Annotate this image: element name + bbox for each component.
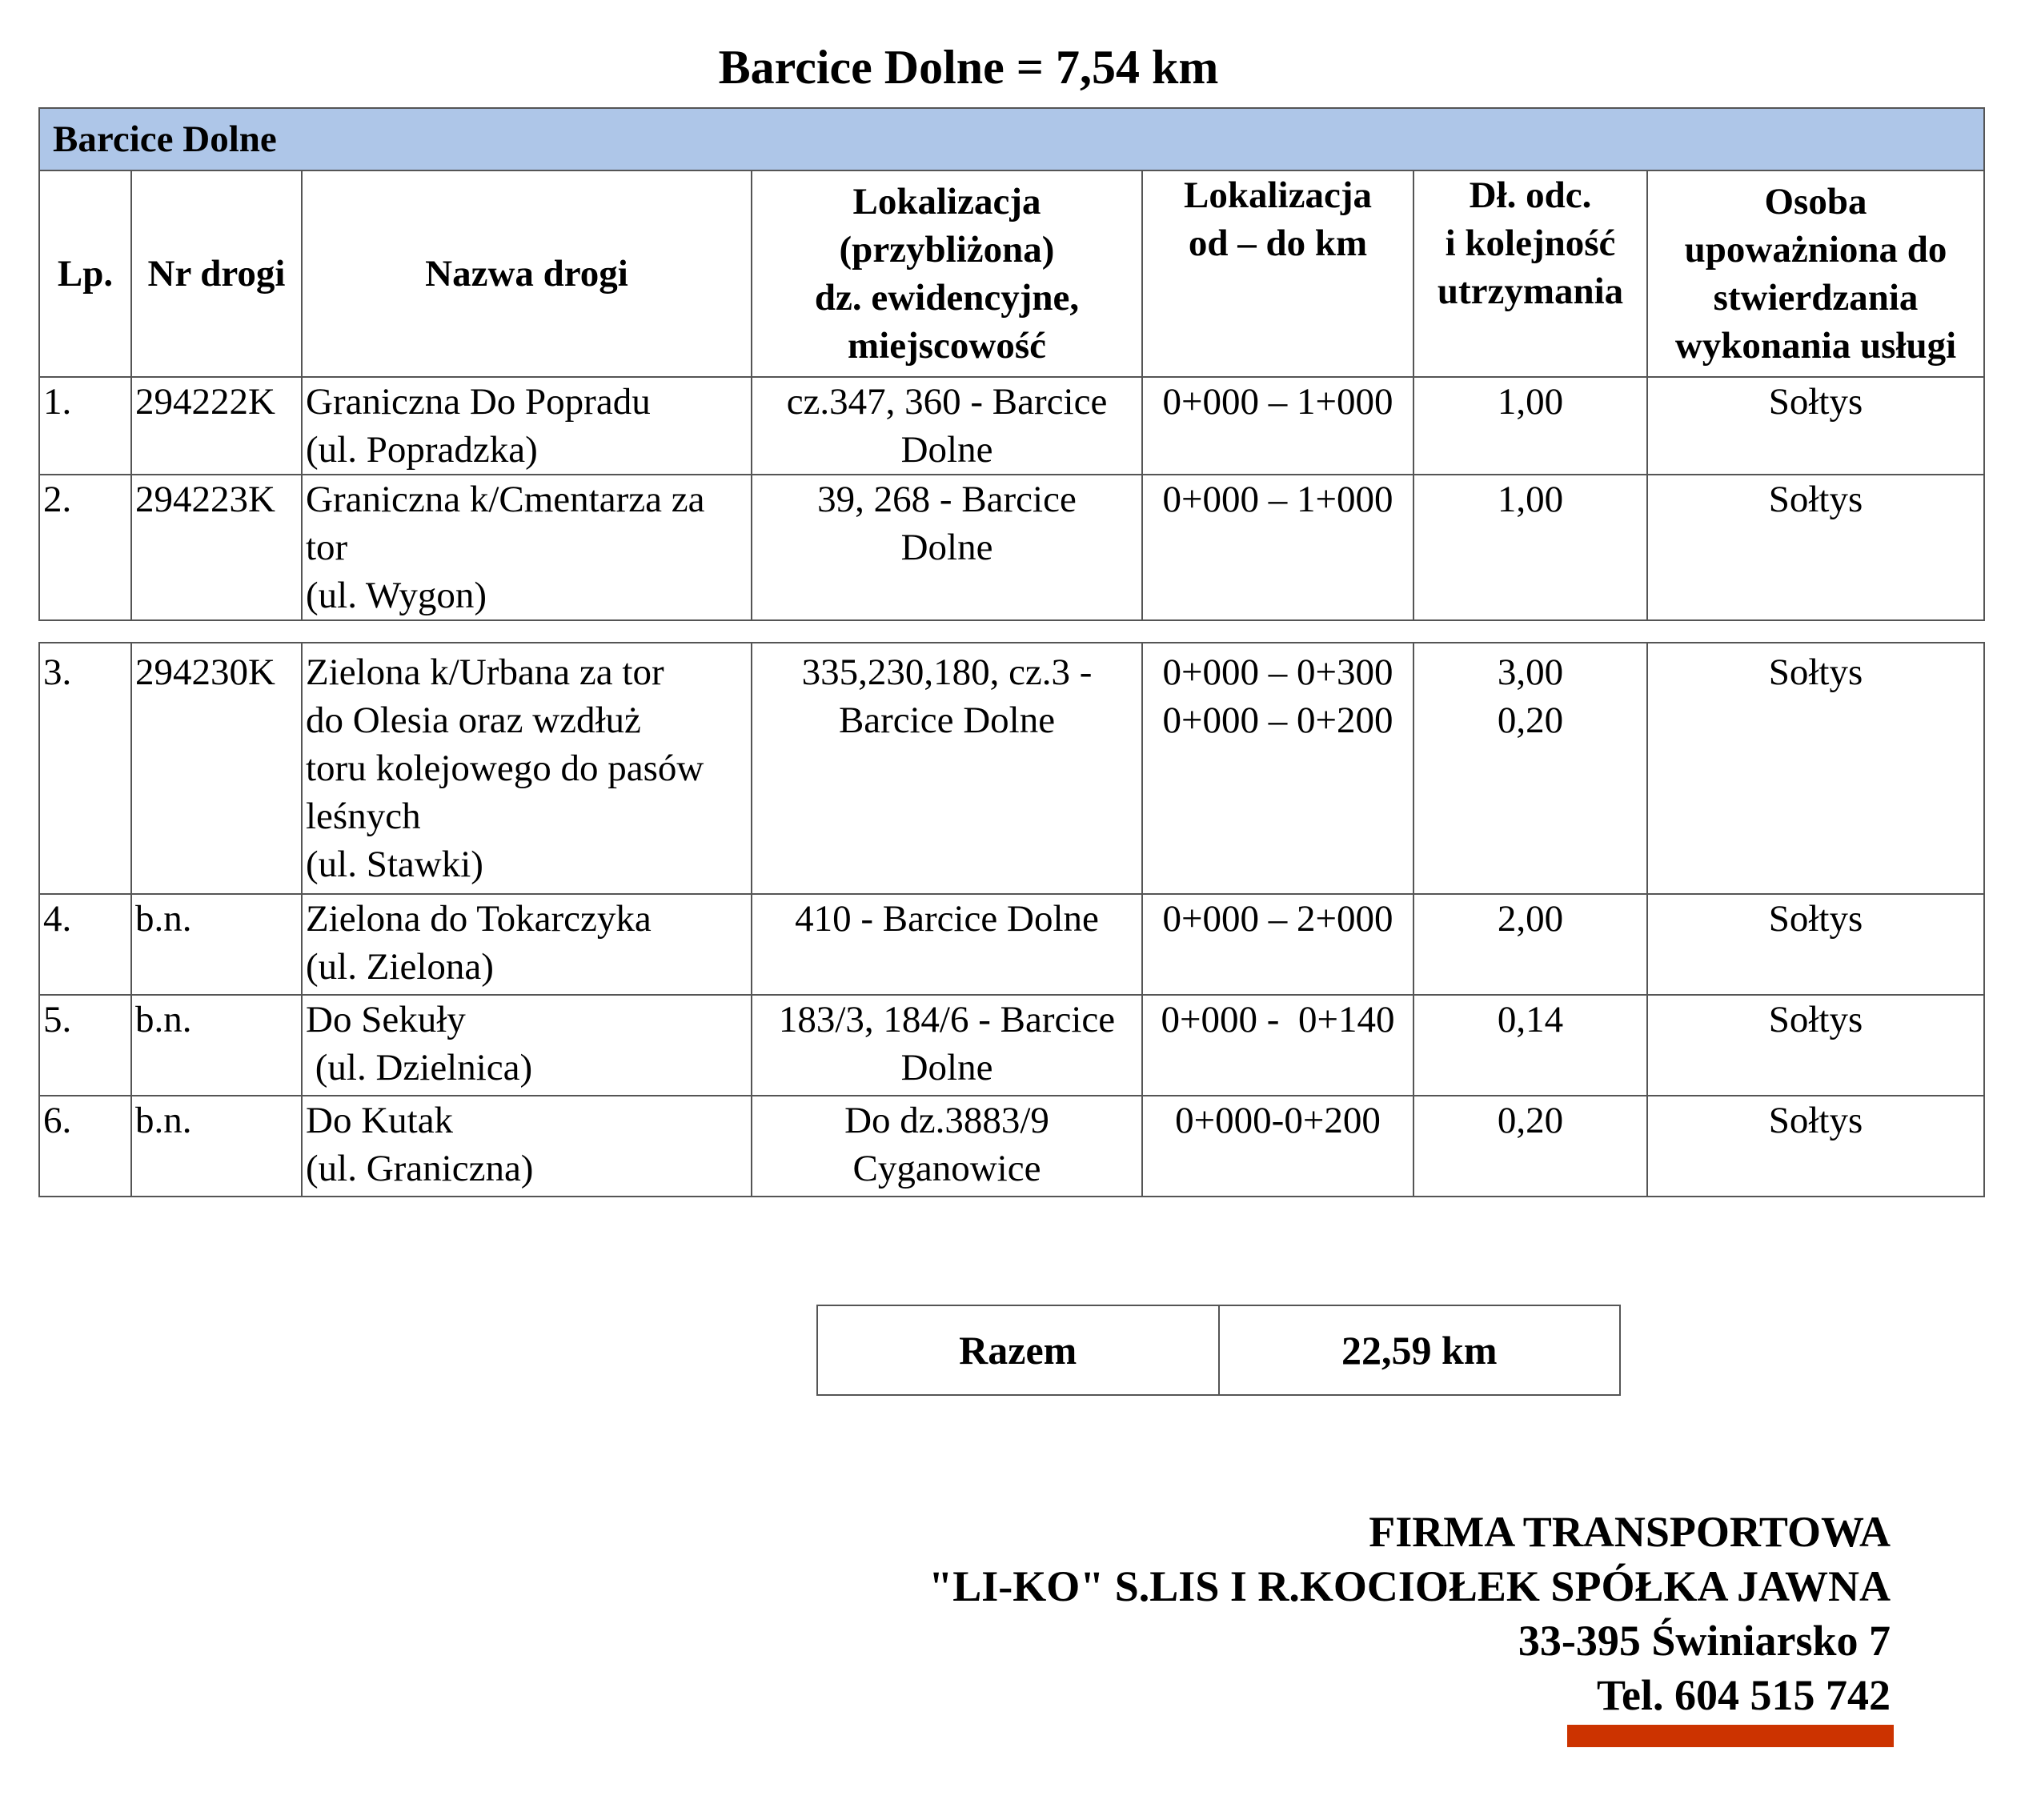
- header-osoba-line: stwierdzania: [1713, 277, 1919, 319]
- company-phone: Tel. 604 515 742: [1596, 1671, 1891, 1719]
- km-line: 0+000 – 2+000: [1162, 898, 1393, 940]
- table-row: [39, 1096, 1984, 1197]
- cell-lp: 3.: [39, 643, 131, 894]
- summary-label: Razem: [817, 1305, 1219, 1395]
- km-line: 0+000 – 0+200: [1162, 700, 1393, 741]
- km-line: 0+000 – 1+000: [1162, 381, 1393, 423]
- lok-line: 410 - Barcice Dolne: [795, 898, 1099, 940]
- phone-underline: [1567, 1725, 1894, 1747]
- page-title: Barcice Dolne = 7,54 km: [718, 41, 1219, 94]
- cell-nr: b.n.: [131, 995, 302, 1096]
- roads-table: [38, 107, 1985, 1197]
- cell-osoba: Sołtys: [1647, 643, 1984, 894]
- header-osoba-line: upoważniona do: [1684, 229, 1947, 271]
- header-dl-line: Dł. odc.: [1469, 174, 1592, 216]
- lok-line: 335,230,180, cz.3 -: [801, 651, 1093, 693]
- nazwa-line: (ul. Graniczna): [306, 1148, 534, 1189]
- cell-km: [1142, 377, 1413, 475]
- nazwa-line: do Olesia oraz wzdłuż: [306, 700, 641, 741]
- cell-lp: 6.: [39, 1096, 131, 1197]
- nazwa-line: Zielona do Tokarczyka: [306, 898, 652, 940]
- cell-lok: [752, 1096, 1142, 1197]
- nazwa-line: tor: [306, 527, 348, 568]
- header-lok: [752, 170, 1142, 377]
- nazwa-line: Do Sekuły: [306, 999, 466, 1040]
- lok-line: Do dz.3883/9: [844, 1100, 1049, 1141]
- cell-nazwa: [302, 894, 752, 995]
- header-dl-line: i kolejność: [1445, 222, 1616, 264]
- cell-dl: [1413, 995, 1647, 1096]
- cell-nazwa: [302, 643, 752, 894]
- lok-line: Dolne: [900, 429, 993, 471]
- cell-dl: [1413, 894, 1647, 995]
- km-line: 0+000 – 1+000: [1162, 479, 1393, 520]
- cell-km: [1142, 475, 1413, 620]
- table-row: [39, 475, 1984, 620]
- cell-osoba: Sołtys: [1647, 377, 1984, 475]
- cell-lok: [752, 894, 1142, 995]
- header-lok-line: dz. ewidencyjne,: [814, 277, 1080, 319]
- table-row: [39, 894, 1984, 995]
- company-line: FIRMA TRANSPORTOWA: [1369, 1508, 1891, 1556]
- cell-nr: 294223K: [131, 475, 302, 620]
- cell-dl: [1413, 643, 1647, 894]
- header-dl: [1413, 170, 1647, 377]
- lok-line: 183/3, 184/6 - Barcice: [778, 999, 1116, 1040]
- cell-dl: [1413, 475, 1647, 620]
- column-headers: [39, 170, 1984, 377]
- nazwa-line: (ul. Stawki): [306, 844, 483, 885]
- lok-line: cz.347, 360 - Barcice: [786, 381, 1108, 423]
- nazwa-line: Do Kutak: [306, 1100, 454, 1141]
- cell-lp: 5.: [39, 995, 131, 1096]
- header-dl-line: utrzymania: [1437, 271, 1624, 312]
- lok-line: 39, 268 - Barcice: [817, 479, 1077, 520]
- cell-km: [1142, 1096, 1413, 1197]
- header-lok-line: miejscowość: [848, 325, 1046, 367]
- header-lok-line: (przybliżona): [839, 229, 1055, 271]
- nazwa-line: Zielona k/Urbana za tor: [306, 651, 664, 693]
- cell-km: [1142, 894, 1413, 995]
- lok-line: Dolne: [900, 1047, 993, 1088]
- dl-line: 1,00: [1497, 381, 1564, 423]
- company-address: 33-395 Świniarsko 7: [1518, 1617, 1891, 1665]
- nazwa-line: toru kolejowego do pasów: [306, 748, 704, 789]
- cell-nazwa: [302, 1096, 752, 1197]
- dl-line: 1,00: [1497, 479, 1564, 520]
- dl-line: 0,14: [1497, 999, 1564, 1040]
- cell-osoba: Sołtys: [1647, 995, 1984, 1096]
- cell-nazwa: [302, 377, 752, 475]
- section-header: Barcice Dolne: [39, 108, 1984, 170]
- km-line: 0+000-0+200: [1175, 1100, 1381, 1141]
- header-lp: Lp.: [39, 170, 131, 377]
- summary-row: [817, 1305, 1620, 1395]
- header-osoba: [1647, 170, 1984, 377]
- cell-nr: 294222K: [131, 377, 302, 475]
- header-osoba-line: wykonania usługi: [1674, 325, 1957, 367]
- cell-osoba: Sołtys: [1647, 1096, 1984, 1197]
- cell-osoba: Sołtys: [1647, 894, 1984, 995]
- cell-osoba: Sołtys: [1647, 475, 1984, 620]
- cell-lp: 1.: [39, 377, 131, 475]
- gap-cell: [39, 620, 1984, 643]
- lok-line: Dolne: [900, 527, 993, 568]
- dl-line: 2,00: [1497, 898, 1564, 940]
- cell-lok: [752, 643, 1142, 894]
- cell-km: [1142, 643, 1413, 894]
- header-km-line: od – do km: [1188, 222, 1368, 264]
- km-line: 0+000 – 0+300: [1162, 651, 1393, 693]
- cell-nr: b.n.: [131, 1096, 302, 1197]
- summary-table: [816, 1305, 1621, 1396]
- cell-dl: [1413, 377, 1647, 475]
- nazwa-line: Graniczna k/Cmentarza za: [306, 479, 705, 520]
- table-row: [39, 643, 1984, 894]
- cell-nazwa: [302, 995, 752, 1096]
- cell-nr: 294230K: [131, 643, 302, 894]
- header-osoba-line: Osoba: [1764, 181, 1867, 222]
- table-gap: [39, 620, 1984, 643]
- cell-km: [1142, 995, 1413, 1096]
- nazwa-line: leśnych: [306, 796, 421, 837]
- company-block: [928, 1505, 1891, 1722]
- cell-lp: 2.: [39, 475, 131, 620]
- company-line: "LI-KO" S.LIS I R.KOCIOŁEK SPÓŁKA JAWNA: [928, 1562, 1891, 1610]
- lok-line: Barcice Dolne: [838, 700, 1056, 741]
- cell-lok: [752, 475, 1142, 620]
- cell-nazwa: [302, 475, 752, 620]
- nazwa-line: (ul. Wygon): [306, 575, 487, 616]
- nazwa-line: (ul. Popradzka): [306, 429, 538, 471]
- table-row: [39, 995, 1984, 1096]
- dl-line: 0,20: [1497, 700, 1564, 741]
- cell-lok: [752, 995, 1142, 1096]
- nazwa-line: (ul. Dzielnica): [306, 1047, 533, 1088]
- table-row: [39, 377, 1984, 475]
- lok-line: Cyganowice: [852, 1148, 1041, 1189]
- header-km: [1142, 170, 1413, 377]
- cell-nr: b.n.: [131, 894, 302, 995]
- cell-dl: [1413, 1096, 1647, 1197]
- dl-line: 3,00: [1497, 651, 1564, 693]
- nazwa-line: Graniczna Do Popradu: [306, 381, 651, 423]
- header-km-line: Lokalizacja: [1184, 174, 1372, 216]
- header-nazwa: Nazwa drogi: [302, 170, 752, 377]
- summary-value: 22,59 km: [1219, 1305, 1621, 1395]
- km-line: 0+000 - 0+140: [1161, 999, 1395, 1040]
- dl-line: 0,20: [1497, 1100, 1564, 1141]
- header-nr: Nr drogi: [131, 170, 302, 377]
- nazwa-line: (ul. Zielona): [306, 946, 494, 988]
- header-lok-line: Lokalizacja: [852, 181, 1041, 222]
- cell-lok: [752, 377, 1142, 475]
- cell-lp: 4.: [39, 894, 131, 995]
